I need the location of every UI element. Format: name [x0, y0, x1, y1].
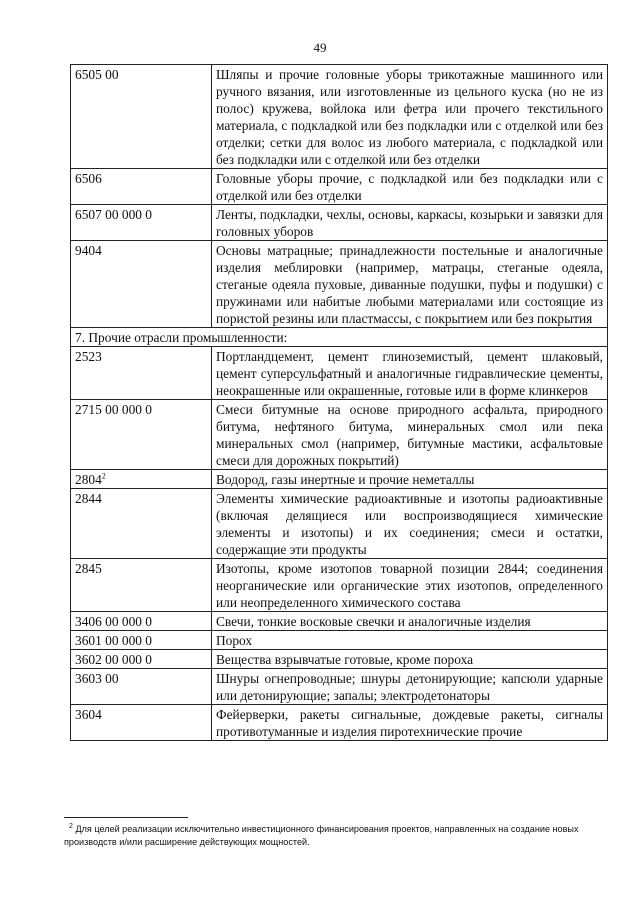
footnote-ref: 2: [101, 471, 106, 481]
hs-code-cell: [71, 470, 212, 489]
hs-code: 6506: [71, 169, 212, 205]
section-title: 7. Прочие отрасли промышленности:: [71, 328, 608, 347]
hs-code: 6507 00 000 0: [71, 205, 212, 241]
hs-code: 6505 00: [71, 65, 212, 169]
page-number: 49: [313, 40, 327, 55]
description: Шляпы и прочие головные уборы трикотажные машинного или ручного вязания, или изготовленные из цельного куска (но не из полос) кружева, войлока или фетра или прочего текстильного материала, с подкладкой или без подкладки или с отделкой или без отделки; сетки для волос из любого материала, с подкладкой или без подкладки или с отделкой или без отделки: [212, 65, 608, 169]
table-row: [71, 650, 608, 669]
table-row: [71, 169, 608, 205]
description: Свечи, тонкие восковые свечки и аналогичные изделия: [212, 612, 608, 631]
table-row: [71, 669, 608, 705]
hs-code: 2715 00 000 0: [71, 400, 212, 470]
table-row: [71, 241, 608, 328]
hs-code: 3601 00 000 0: [71, 631, 212, 650]
description: Ленты, подкладки, чехлы, основы, каркасы, козырьки и завязки для головных уборов: [212, 205, 608, 241]
hs-code: 2804: [75, 472, 102, 487]
table-row: [71, 631, 608, 650]
tariff-table: [70, 64, 608, 741]
table-row: [71, 65, 608, 169]
description: Портландцемент, цемент глиноземистый, цемент шлаковый, цемент суперсульфатный и аналогичные гидравлические цементы, неокрашенные или окрашенные, готовые или в форме клинкеров: [212, 347, 608, 400]
description: Элементы химические радиоактивные и изотопы радиоактивные (включая делящиеся или воспроизводящиеся химические элементы и изотопы) и их соединения; смеси и остатки, содержащие эти продукты: [212, 489, 608, 559]
section-row: [71, 328, 608, 347]
hs-code: 3604: [71, 705, 212, 741]
footnote-divider: [64, 817, 188, 818]
description: Смеси битумные на основе природного асфальта, природного битума, нефтяного битума, минеральных смол или пека минеральных смол (например, битумные мастики, асфальтовые смеси для дорожных покрытий): [212, 400, 608, 470]
description: Вещества взрывчатые готовые, кроме пороха: [212, 650, 608, 669]
table-row: [71, 470, 608, 489]
description: Головные уборы прочие, с подкладкой или без подкладки или с отделкой или без отделки: [212, 169, 608, 205]
description: Изотопы, кроме изотопов товарной позиции 2844; соединения неорганические или органические этих изотопов, определенного или неопределенного химического состава: [212, 559, 608, 612]
footnote-text: Для целей реализации исключительно инвестиционного финансирования проектов, направленных на создание новых производств и/или расширение действующих мощностей.: [64, 824, 579, 847]
description: Водород, газы инертные и прочие неметаллы: [212, 470, 608, 489]
hs-code: 3603 00: [71, 669, 212, 705]
description: Шнуры огнепроводные; шнуры детонирующие; капсюли ударные или детонирующие; запалы; электродетонаторы: [212, 669, 608, 705]
table-row: [71, 400, 608, 470]
table-row: [71, 559, 608, 612]
hs-code: 3406 00 000 0: [71, 612, 212, 631]
table-row: [71, 205, 608, 241]
description: Основы матрацные; принадлежности постельные и аналогичные изделия меблировки (например, матрацы, стеганые одеяла, стеганые одеяла пуховые, диванные подушки, пуфы и подушки) с пружинами или набитые любыми материалами или состоящие из пористой резины или пластмассы, с покрытием или без покрытия: [212, 241, 608, 328]
hs-code: 2523: [71, 347, 212, 400]
table-row: [71, 705, 608, 741]
description: Порох: [212, 631, 608, 650]
footnote: [64, 823, 604, 849]
hs-code: 2845: [71, 559, 212, 612]
footnote-mark: 2: [69, 822, 73, 830]
hs-code: 2844: [71, 489, 212, 559]
description: Фейерверки, ракеты сигнальные, дождевые ракеты, сигналы противотуманные и изделия пиротехнические прочие: [212, 705, 608, 741]
table-row: [71, 347, 608, 400]
table-row: [71, 612, 608, 631]
hs-code: 9404: [71, 241, 212, 328]
hs-code: 3602 00 000 0: [71, 650, 212, 669]
table-row: [71, 489, 608, 559]
